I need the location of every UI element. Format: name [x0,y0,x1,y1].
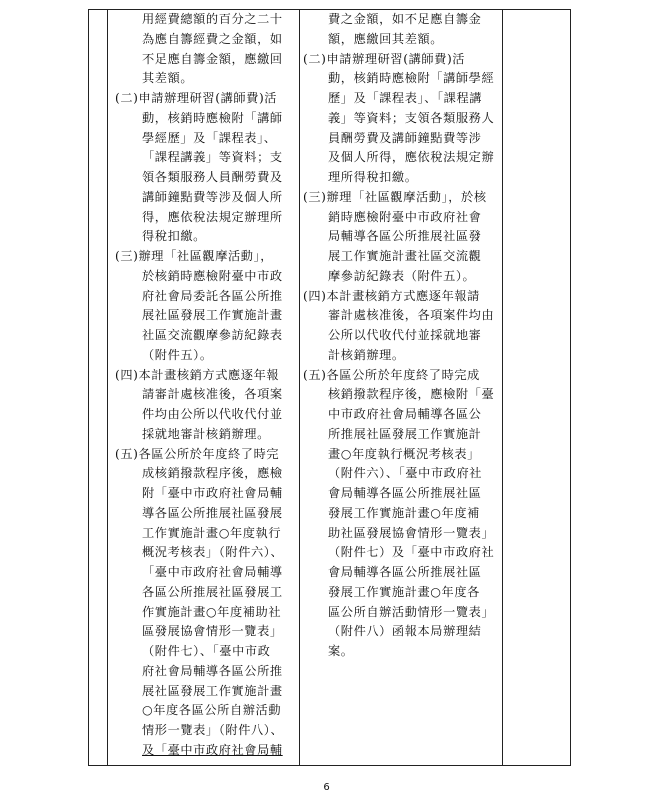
text-line: 及「臺中市政府社會局輔 [142,742,283,757]
text-line: 附「臺中市政府社會局輔 [142,486,283,500]
text-line: 歷」及「課程表」、「課程講 [328,91,483,105]
text-line: （附件六）、「臺中市政府社 [328,466,483,481]
text-line: 審計處核准後，各項案件均由 [328,308,495,323]
text-line: (四)本計畫核銷方式應逐年報 [115,367,280,382]
text-line: (二)申請辦理研習(講師費)活 [303,51,466,66]
text-line: (三)辦理「社區觀摩活動」， [115,249,274,263]
text-line: 工作實施計畫○年度執行 [142,525,282,540]
text-line: 用經費總額的百分之二十 [142,12,283,26]
text-line: (二)申請辦理研習(講師費)活 [115,91,278,105]
text-line: 府社會局輔導各區公所推 [142,663,283,678]
text-line: 畫○年度執行概況考核表」 [328,446,480,461]
text-line: 得，應依稅法規定辦理所 [142,209,283,224]
text-line: （附件五）。 [142,347,213,362]
text-line: （附件七）、「臺中市政 [142,644,271,658]
text-line: （附件八）函報本局辦理結 [328,624,482,639]
text-line: 展社區發展工作實施計畫 [142,308,283,323]
text-line: 領各類服務人員酬勞費及 [142,170,283,184]
text-line: 局輔導各區公所推展社區發 [328,229,482,244]
text-line: 概況考核表」（附件六）、 [142,545,284,560]
text-line: 及個人所得，應依稅法規定辦 [328,150,495,165]
text-line: 會局輔導各區公所推展社區 [328,565,482,579]
text-line: 費之金額，如不足應自籌金 [328,12,482,26]
text-line: 公所以代收代付並採就地審 [328,328,482,342]
text-line: 「臺中市政府社會局輔導 [142,565,283,579]
text-line: ○年度各區公所自辦活動 [142,703,282,718]
text-line: (五)各區公所於年度終了時完 [115,446,280,461]
text-line: 於核銷時應檢附臺中市政 [142,268,283,283]
text-line: 採就地審計核銷辦理。 [142,426,270,441]
text-line: 會局輔導各區公所推展社區 [328,486,482,500]
text-line: (三)辦理「社區觀摩活動」，於核 [303,189,487,204]
text-line: 動，核銷時應檢附「講師學經 [328,71,495,86]
first-column-cell [89,10,108,766]
text-line: 員酬勞費及講師鐘點費等涉 [328,130,482,145]
page-number: 6 [323,782,330,793]
text-line: 核銷撥款程序後，應檢附「臺 [328,387,495,402]
text-line: 「課程講義」等資料；支 [142,150,283,165]
text-line: 助社區發展協會情形一覽表」 [328,525,495,540]
text-line: 區公所自辦活動情形一覽表」 [328,604,495,619]
text-line: （附件七）及「臺中市政府社 [328,545,495,560]
text-line: 所推展社區發展工作實施計 [328,426,482,441]
text-line: 銷時應檢附臺中市政府社會 [328,209,482,224]
middle-column-cell [108,10,300,766]
text-line: 情形一覽表」（附件八）、 [142,723,284,737]
text-line: 展工作實施計畫社區交流觀 [328,249,482,263]
text-line: 動，核銷時應檢附「講師 [142,110,283,125]
text-line: 社區交流觀摩參訪紀錄表 [142,328,283,342]
text-line: 成核銷撥款程序後，應檢 [142,466,283,481]
text-line: 不足應自籌金額，應繳回 [142,51,283,66]
text-line: 各區公所推展社區發展工 [142,584,283,599]
text-line: 學經歷」及「課程表」、 [142,130,277,145]
text-line: 得稅扣繳。 [142,229,206,244]
text-line: 摩參訪紀錄表（附件五）。 [328,268,476,283]
comparison-table [88,9,571,766]
text-line: 區發展協會情形一覽表」 [142,624,283,639]
table-row [89,10,571,766]
text-line: 作實施計畫○年度補助社 [142,604,282,619]
text-line: (五)各區公所於年度終了時完成 [303,367,480,382]
text-line: 理所得稅扣繳。 [328,170,418,184]
text-line: 中市政府社會局輔導各區公 [328,407,482,421]
text-line: 發展工作實施計畫○年度各 [328,584,480,599]
text-line: 案。 [328,644,354,658]
text-line: 件均由公所以代收代付並 [142,407,283,421]
text-line: 展社區發展工作實施計畫 [142,683,283,698]
text-line: (四)本計畫核銷方式應逐年報請 [303,288,480,303]
text-line: 額，應繳回其差額。 [328,31,444,46]
text-line: 為應自籌經費之金額，如 [142,31,283,46]
text-line: 計核銷辦理。 [328,347,405,362]
text-line: 府社會局委託各區公所推 [142,288,283,303]
text-line: 其差額。 [142,71,194,86]
text-line: 發展工作實施計畫○年度補 [328,505,480,520]
text-line: 義」等資料；支領各類服務人 [328,110,495,125]
text-line: 導各區公所推展社區發展 [142,505,283,520]
text-line: 請審計處核准後，各項案 [142,387,283,402]
text-line: 講師鐘點費等涉及個人所 [142,189,283,204]
right-column-cell [300,10,503,766]
remarks-column-cell [503,10,571,766]
